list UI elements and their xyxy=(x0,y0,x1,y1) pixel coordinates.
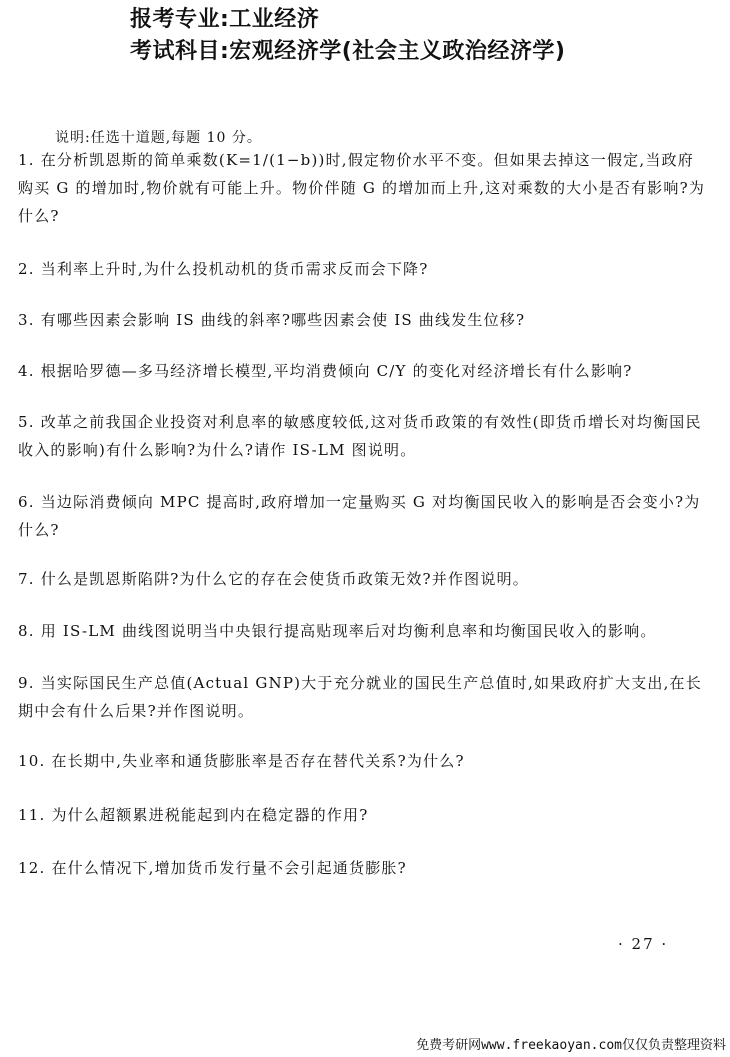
page-number: · 27 · xyxy=(618,935,669,953)
exam-header xyxy=(130,4,565,68)
exam-major: 报考专业:工业经济 xyxy=(130,7,320,32)
exam-subject: 考试科目:宏观经济学(社会主义政治经济学) xyxy=(130,39,566,64)
question-6: 6. 当边际消费倾向 MPC 提高时,政府增加一定量购买 G 对均衡国民收入的影响是否会变小?为什么? xyxy=(18,493,701,539)
question-1: 1. 在分析凯恩斯的简单乘数(K=1/(1−b))时,假定物价水平不变。但如果去掉这一假定,当政府购买 G 的增加时,物价就有可能上升。物价伴随 G 的增加而上升,这对乘数的大小是否有影响?为什么? xyxy=(18,151,706,225)
question-12: 12. 在什么情况下,增加货币发行量不会引起通货膨胀? xyxy=(18,859,407,877)
question-10: 10. 在长期中,失业率和通货膨胀率是否存在替代关系?为什么? xyxy=(18,752,465,770)
instructions-note: 说明:任选十道题,每题 10 分。 xyxy=(55,130,262,146)
question-9: 9. 当实际国民生产总值(Actual GNP)大于充分就业的国民生产总值时,如果政府扩大支出,在长期中会有什么后果?并作图说明。 xyxy=(18,674,702,720)
watermark-footer: 免费考研网www.freekaoyan.com仅仅负责整理资料 xyxy=(416,1038,726,1053)
question-5: 5. 改革之前我国企业投资对利息率的敏感度较低,这对货币政策的有效性(即货币增长对均衡国民收入的影响)有什么影响?为什么?请作 IS-LM 图说明。 xyxy=(18,413,702,459)
question-4: 4. 根据哈罗德—多马经济增长模型,平均消费倾向 C/Y 的变化对经济增长有什么影响? xyxy=(18,362,633,380)
question-11: 11. 为什么超额累进税能起到内在稳定器的作用? xyxy=(18,806,369,824)
question-2: 2. 当利率上升时,为什么投机动机的货币需求反而会下降? xyxy=(18,260,429,278)
question-8: 8. 用 IS-LM 曲线图说明当中央银行提高贴现率后对均衡利息率和均衡国民收入的影响。 xyxy=(18,622,657,640)
question-7: 7. 什么是凯恩斯陷阱?为什么它的存在会使货币政策无效?并作图说明。 xyxy=(18,570,529,588)
question-3: 3. 有哪些因素会影响 IS 曲线的斜率?哪些因素会使 IS 曲线发生位移? xyxy=(18,311,526,329)
